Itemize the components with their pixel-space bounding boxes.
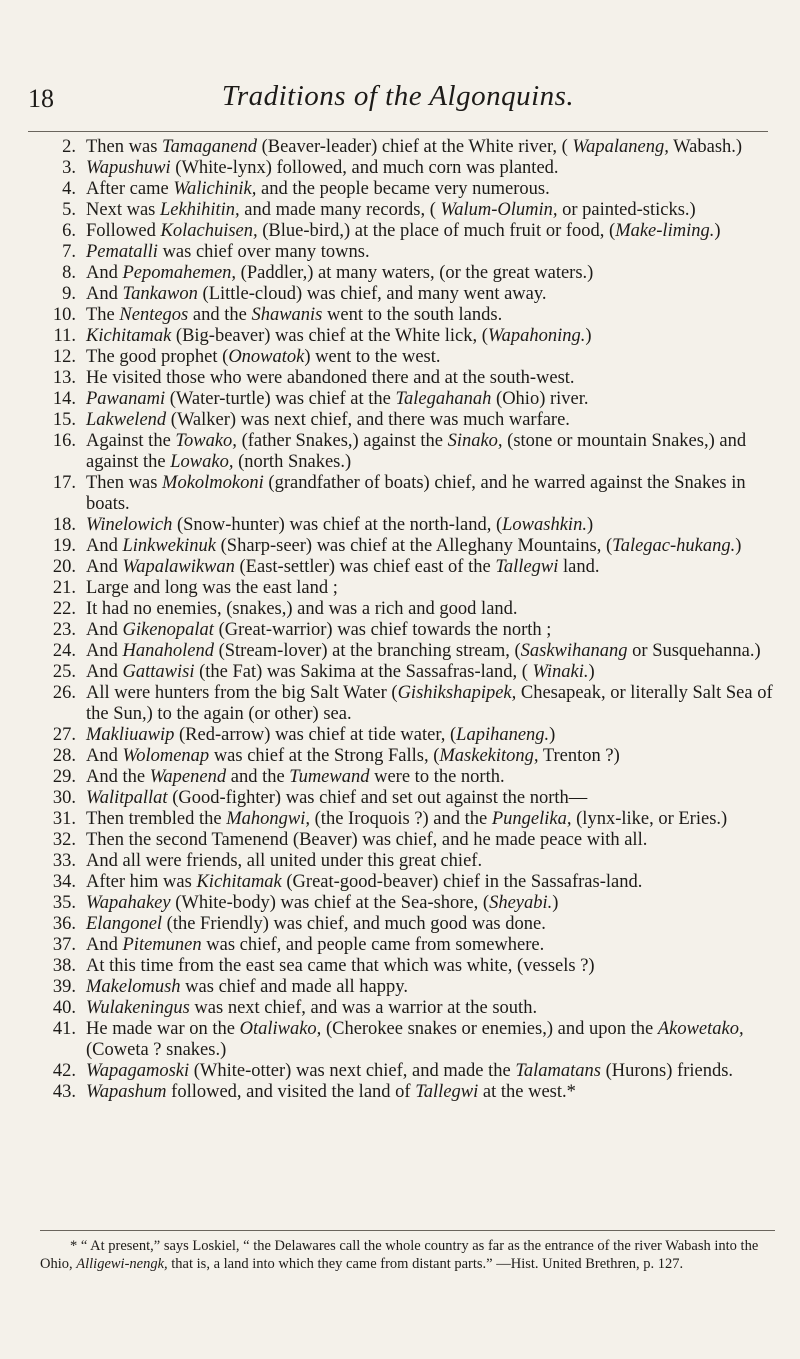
text-run: (Walker) was next chief, and there was much warfare. [166, 410, 570, 430]
item-number: 12. [52, 347, 76, 367]
item-text [86, 935, 544, 955]
item-text [86, 725, 555, 745]
list-item [40, 1082, 775, 1103]
list-item [40, 221, 775, 242]
item-number: 41. [52, 1019, 76, 1039]
text-run: (Snow-hunter) was chief at the north-land, ( [172, 515, 503, 535]
text-run: (stone or mountain Snakes,) and against the [86, 431, 747, 472]
item-text [86, 746, 620, 766]
item-number: 23. [52, 620, 76, 640]
text-run: Then was [86, 137, 163, 157]
text-run: ) [588, 662, 595, 682]
item-number: 4. [62, 179, 76, 199]
item-number: 5. [62, 200, 76, 220]
list-item [40, 578, 775, 599]
item-number: 2. [62, 137, 76, 157]
item-text [86, 578, 338, 598]
item-number: 19. [52, 536, 76, 556]
item-text [86, 872, 642, 892]
italic-term: Pepomahemen, [122, 263, 237, 283]
item-number: 35. [52, 893, 76, 913]
text-run: And [86, 935, 123, 955]
italic-term: Onowatok [228, 347, 305, 367]
list-item [40, 1061, 775, 1082]
text-run: and the people became very numerous. [256, 179, 550, 199]
italic-term: Wapenend [149, 767, 227, 787]
italic-term: Wapushuwi [86, 158, 171, 178]
text-run: (Red-arrow) was chief at tide water, ( [174, 725, 457, 745]
text-run: Chesapeak, or literally Salt Sea of the Sun,) to the again (or other) sea. [86, 683, 773, 724]
item-text [86, 326, 592, 346]
list-item [40, 599, 775, 620]
text-run: ) [549, 725, 556, 745]
text-run: And [86, 536, 123, 556]
italic-term: Sinako, [447, 431, 503, 451]
text-run: (Little-cloud) was chief, and many went away. [197, 284, 547, 304]
text-run: was next chief, and was a warrior at the south. [189, 998, 538, 1018]
italic-term: Gattawisi [122, 662, 195, 682]
text-run: And all were friends, all united under this great chief. [86, 851, 483, 871]
text-run: (Sharp-seer) was chief at the Alleghany Mountains, ( [216, 536, 613, 556]
item-text [86, 893, 558, 913]
item-text [86, 242, 370, 262]
item-number: 27. [52, 725, 76, 745]
text-run: And [86, 662, 123, 682]
italic-term: Lekhihitin, [159, 200, 240, 220]
text-run: and made many records, ( [239, 200, 441, 220]
item-number: 28. [52, 746, 76, 766]
italic-term: Tamaganend [162, 137, 257, 157]
italic-term: Talegac-hukang. [612, 536, 736, 556]
italic-term: Otaliwako, [239, 1019, 322, 1039]
text-run: (East-settler) was chief east of the [234, 557, 496, 577]
italic-term: Gishikshapipek, [397, 683, 517, 703]
text-run: All were hunters from the big Salt Water ( [86, 683, 398, 703]
text-run: ) [735, 536, 742, 556]
list-item [40, 767, 775, 788]
item-number: 29. [52, 767, 76, 787]
italic-term: Maskekitong, [439, 746, 539, 766]
item-number: 33. [52, 851, 76, 871]
list-item [40, 263, 775, 284]
text-run: (the Friendly) was chief, and much good was done. [162, 914, 546, 934]
text-run: (Water-turtle) was chief at the [165, 389, 396, 409]
italic-term: Saskwihanang [520, 641, 628, 661]
text-run: It had no enemies, (snakes,) and was a rich and good land. [86, 599, 518, 619]
list-item [40, 830, 775, 851]
item-text [86, 431, 746, 472]
italic-term: Mokolmokoni [162, 473, 264, 493]
italic-term: Wulakeningus [86, 998, 190, 1018]
list-item [40, 284, 775, 305]
text-run: After came [86, 179, 174, 199]
text-run: After him was [86, 872, 197, 892]
item-number: 40. [52, 998, 76, 1018]
list-item [40, 620, 775, 641]
text-run: The [86, 305, 120, 325]
italic-term: Makliuawip [86, 725, 175, 745]
item-text [86, 179, 550, 199]
text-run: (Cherokee snakes or enemies,) and upon the [321, 1019, 658, 1039]
item-text [86, 284, 547, 304]
list-item [40, 683, 775, 725]
text-run: (Great-warrior) was chief towards the north ; [213, 620, 552, 640]
text-run: And [86, 263, 123, 283]
text-run: ) [714, 221, 721, 241]
text-run: (Blue-bird,) at the place of much fruit or food, ( [257, 221, 616, 241]
item-text [86, 536, 741, 556]
text-run: followed, and visited the land of [166, 1082, 416, 1102]
text-run: (Great-good-beaver) chief in the Sassafras-land. [281, 872, 643, 892]
item-number: 31. [52, 809, 76, 829]
item-text [86, 641, 761, 661]
text-run: (White-otter) was next chief, and made the [189, 1061, 516, 1081]
text-run: that is, a land into which they came from distant parts.” —Hist. United Brethren, p. 127. [167, 1256, 684, 1272]
item-text [86, 263, 593, 283]
item-text [86, 998, 537, 1018]
text-run: And [86, 746, 123, 766]
italic-term: Lapihaneng. [456, 725, 550, 745]
italic-term: Make-liming. [615, 221, 715, 241]
text-run: was chief over many towns. [157, 242, 370, 262]
text-run: Against the [86, 431, 176, 451]
footnote-rule [40, 1230, 775, 1231]
text-run: Followed [86, 221, 161, 241]
item-number: 39. [52, 977, 76, 997]
text-run: (lynx-like, or Eries.) [571, 809, 728, 829]
text-run: (Coweta ? snakes.) [86, 1040, 227, 1060]
italic-term: Wapahoning. [487, 326, 586, 346]
italic-term: Towako, [175, 431, 237, 451]
list-item [40, 515, 775, 536]
text-run: (Good-fighter) was chief and set out against the north— [167, 788, 588, 808]
list-item [40, 662, 775, 683]
italic-term: Sheyabi. [489, 893, 553, 913]
running-title: Traditions of the Algonquins. [221, 80, 575, 112]
text-run: (Hurons) friends. [601, 1061, 734, 1081]
text-run: was chief, and people came from somewhere. [201, 935, 545, 955]
item-number: 25. [52, 662, 76, 682]
item-text [86, 683, 773, 724]
text-run: (White-body) was chief at the Sea-shore, ( [170, 893, 490, 913]
item-number: 22. [52, 599, 76, 619]
text-run: went to the south lands. [322, 305, 503, 325]
italic-term: Wapalawikwan [122, 557, 235, 577]
italic-term: Tallegwi [495, 557, 559, 577]
list-item [40, 305, 775, 326]
text-run: was chief at the Strong Falls, ( [209, 746, 440, 766]
italic-term: Hanaholend [122, 641, 214, 661]
italic-term: Kichitamak [196, 872, 282, 892]
italic-term: Shawanis [251, 305, 323, 325]
text-run: ) went to the west. [304, 347, 441, 367]
italic-term: Mahongwi, [226, 809, 311, 829]
text-run: Next was [86, 200, 160, 220]
item-text [86, 830, 647, 850]
italic-term: Tallegwi [415, 1082, 479, 1102]
list-item [40, 956, 775, 977]
text-run: (Beaver-leader) chief at the White river, ( [256, 137, 573, 157]
list-item [40, 368, 775, 389]
italic-term: Winaki. [532, 662, 589, 682]
item-text [86, 977, 408, 997]
italic-term: Kolachuisen, [160, 221, 258, 241]
list-item [40, 158, 775, 179]
text-run: land. [558, 557, 600, 577]
italic-term: Wapashum [86, 1082, 167, 1102]
item-number: 38. [52, 956, 76, 976]
italic-term: Tankawon [122, 284, 198, 304]
list-item [40, 809, 775, 830]
item-number: 42. [52, 1061, 76, 1081]
item-text [86, 599, 518, 619]
item-number: 26. [52, 683, 76, 703]
text-run: He visited those who were abandoned there and at the south-west. [86, 368, 575, 388]
text-run: Then trembled the [86, 809, 227, 829]
text-run: (grandfather of boats) chief, and he warred against the Snakes in boats. [86, 473, 746, 514]
item-number: 3. [62, 158, 76, 178]
item-number: 18. [52, 515, 76, 535]
text-run: ) [552, 893, 559, 913]
text-run: at the west.* [478, 1082, 576, 1102]
text-run: (the Fat) was Sakima at the Sassafras-land, ( [194, 662, 533, 682]
item-text [86, 200, 696, 220]
item-text [86, 1061, 733, 1081]
item-number: 34. [52, 872, 76, 892]
text-run: And [86, 284, 123, 304]
text-run: (Stream-lover) at the branching stream, ( [213, 641, 521, 661]
text-run: * “ At present,” says Loskiel, “ the Delawares call the whole country as far as the entrance of the river Wabash into the Ohio, [40, 1238, 759, 1272]
list-item [40, 998, 775, 1019]
list-item [40, 641, 775, 662]
item-text [86, 347, 441, 367]
item-number: 6. [62, 221, 76, 241]
list-item [40, 788, 775, 809]
italic-term: Wapahakey [86, 893, 171, 913]
text-run: (White-lynx) followed, and much corn was planted. [170, 158, 559, 178]
italic-term: Linkwekinuk [122, 536, 217, 556]
item-text [86, 410, 570, 430]
text-run: (the Iroquois ?) and the [310, 809, 492, 829]
item-text [86, 788, 587, 808]
item-number: 7. [62, 242, 76, 262]
text-run: And the [86, 767, 150, 787]
list-item [40, 242, 775, 263]
list-item [40, 725, 775, 746]
italic-term: Akowetako, [657, 1019, 744, 1039]
numbered-list [40, 137, 775, 1103]
italic-term: Makelomush [86, 977, 181, 997]
item-text [86, 767, 505, 787]
item-number: 21. [52, 578, 76, 598]
item-number: 8. [62, 263, 76, 283]
italic-term: Lowashkin. [502, 515, 587, 535]
list-item [40, 536, 775, 557]
italic-term: Pungelika, [491, 809, 572, 829]
list-item [40, 935, 775, 956]
item-number: 17. [52, 473, 76, 493]
italic-term: Winelowich [86, 515, 173, 535]
list-item [40, 977, 775, 998]
italic-term: Kichitamak [86, 326, 172, 346]
text-run: Then the second Tamenend (Beaver) was chief, and he made peace with all. [86, 830, 648, 850]
text-run: Then was [86, 473, 163, 493]
item-text [86, 515, 593, 535]
item-text [86, 557, 600, 577]
item-number: 30. [52, 788, 76, 808]
text-run: And [86, 557, 123, 577]
item-number: 20. [52, 557, 76, 577]
italic-term: Alligewi-nengk, [76, 1256, 168, 1272]
text-run: or Susquehanna.) [627, 641, 761, 661]
list-item [40, 872, 775, 893]
list-item [40, 851, 775, 872]
text-run: ) [586, 515, 594, 535]
item-number: 10. [52, 305, 76, 325]
item-text [86, 914, 546, 934]
text-run: and the [226, 767, 290, 787]
item-number: 24. [52, 641, 76, 661]
item-text [86, 620, 551, 640]
italic-term: Pitemunen [122, 935, 202, 955]
item-number: 13. [52, 368, 76, 388]
text-run: (north Snakes.) [233, 452, 352, 472]
item-number: 9. [62, 284, 76, 304]
italic-term: Lakwelend [86, 410, 167, 430]
text-run: were to the north. [369, 767, 505, 787]
page-number: 18 [28, 84, 54, 113]
item-number: 32. [52, 830, 76, 850]
list-item [40, 557, 775, 578]
footnote [40, 1237, 775, 1273]
list-item [40, 914, 775, 935]
page-header [28, 80, 768, 120]
text-run: (Big-beaver) was chief at the White lick, ( [171, 326, 488, 346]
item-number: 43. [52, 1082, 76, 1102]
item-number: 16. [52, 431, 76, 451]
item-text [86, 368, 575, 388]
italic-term: Gikenopalat [122, 620, 214, 640]
list-item [40, 746, 775, 767]
item-text [86, 1082, 576, 1102]
header-rule [28, 131, 768, 132]
italic-term: Pawanami [86, 389, 166, 409]
text-run: Wabash.) [668, 137, 743, 157]
italic-term: Wapagamoski [86, 1061, 190, 1081]
item-text [86, 221, 721, 241]
italic-term: Walichinik, [173, 179, 257, 199]
text-run: and the [188, 305, 252, 325]
item-number: 11. [53, 326, 76, 346]
list-item [40, 1019, 775, 1061]
text-run: Trenton ?) [538, 746, 620, 766]
italic-term: Talegahanah [395, 389, 492, 409]
italic-term: Tumewand [289, 767, 370, 787]
item-text [86, 851, 482, 871]
text-run: or painted-sticks.) [557, 200, 696, 220]
item-text [86, 137, 742, 157]
text-run: (Paddler,) at many waters, (or the great waters.) [236, 263, 594, 283]
item-number: 14. [52, 389, 76, 409]
list-item [40, 137, 775, 158]
item-text [86, 1019, 744, 1060]
list-item [40, 431, 775, 473]
text-run: (Ohio) river. [491, 389, 589, 409]
text-run: The good prophet ( [86, 347, 229, 367]
item-number: 15. [52, 410, 76, 430]
text-run: And [86, 620, 123, 640]
item-number: 36. [52, 914, 76, 934]
list-item [40, 200, 775, 221]
italic-term: Walitpallat [86, 788, 168, 808]
list-item [40, 347, 775, 368]
italic-term: Talamatans [515, 1061, 601, 1081]
list-item [40, 473, 775, 515]
text-run: ) [585, 326, 592, 346]
italic-term: Wapalaneng, [572, 137, 669, 157]
list-item [40, 410, 775, 431]
list-item [40, 389, 775, 410]
italic-term: Lowako, [170, 452, 234, 472]
list-item [40, 179, 775, 200]
text-run: Large and long was the east land ; [86, 578, 338, 598]
italic-term: Wolomenap [122, 746, 210, 766]
item-text [86, 809, 727, 829]
text-run: And [86, 641, 123, 661]
text-run: At this time from the east sea came that which was white, (vessels ?) [86, 956, 595, 976]
list-item [40, 326, 775, 347]
item-text [86, 662, 595, 682]
item-text [86, 158, 559, 178]
italic-term: Pematalli [86, 242, 158, 262]
item-number: 37. [52, 935, 76, 955]
text-run: was chief and made all happy. [180, 977, 408, 997]
text-run: (father Snakes,) against the [236, 431, 448, 451]
italic-term: Nentegos [119, 305, 189, 325]
italic-term: Elangonel [86, 914, 163, 934]
italic-term: Walum-Olumin, [440, 200, 558, 220]
item-text [86, 473, 746, 514]
list-item [40, 893, 775, 914]
text-run: He made war on the [86, 1019, 240, 1039]
item-text [86, 389, 589, 409]
item-text [86, 305, 502, 325]
item-text [86, 956, 595, 976]
